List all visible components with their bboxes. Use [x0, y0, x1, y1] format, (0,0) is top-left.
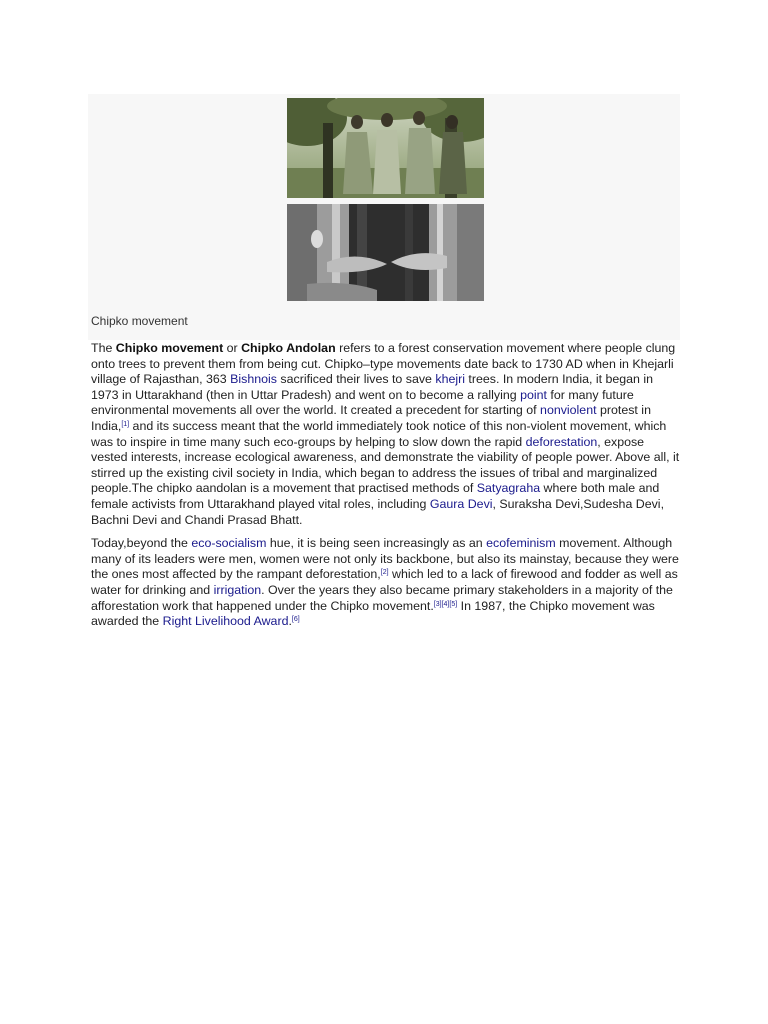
link-deforestation[interactable]: deforestation — [525, 434, 598, 449]
ref-6[interactable]: [6] — [291, 616, 300, 624]
article-body — [91, 341, 683, 638]
link-nonviolent[interactable]: nonviolent — [540, 403, 597, 418]
ref-5[interactable]: [5] — [449, 600, 458, 608]
term-chipko-movement: Chipko movement — [115, 341, 224, 355]
ref-2[interactable]: [2] — [380, 569, 389, 577]
link-ecofeminism[interactable]: ecofeminism — [486, 536, 556, 551]
ref-1[interactable]: [1] — [121, 420, 130, 428]
link-eco-socialism[interactable]: eco-socialism — [191, 536, 267, 551]
link-gaura-devi[interactable]: Gaura Devi — [429, 496, 493, 511]
link-irrigation[interactable]: irrigation — [213, 582, 262, 597]
term-chipko-andolan: Chipko Andolan — [241, 341, 336, 355]
ref-3[interactable]: [3] — [433, 600, 442, 608]
photo-women-hugging-trees-image — [287, 98, 484, 198]
link-satyagraha[interactable]: Satyagraha — [476, 481, 541, 496]
link-point[interactable]: point — [520, 387, 547, 402]
paragraph-intro: The Chipko movement or Chipko Andolan refers to a forest conservation movement where people clung onto trees to prevent them from being cut. Chipko–type movements date back to 1730 AD when in Khejarli village of Rajasthan, 363 Bishnois sacrificed their lives to save khejri trees. In modern India, it began in 1973 in Uttarakhand (then in Uttar Pradesh) and went on to become a rallying point for many future environmental movements all over the world. It created a precedent for starting of nonviolent protest in India,[1] and its success meant that the world immediately took notice of this non-violent movement, which was to inspire in time many such eco-groups by helping to slow down the rapid deforestation, expose vested interests, increase ecological awareness, and demonstrate the viability of people power. Above all, it stirred up the existing civil society in India, which began to address the issues of tribal and marginalized people.The chipko aandolan is a movement that practised methods of Satyagraha where both male and female activists from Uttarakhand played vital roles, including Gaura Devi, Suraksha Devi,Sudesha Devi, Bachni Devi and Chandi Prasad Bhatt. — [91, 341, 680, 527]
ref-4[interactable]: [4] — [441, 600, 450, 608]
photo-hands-embracing-tree-image — [287, 204, 484, 301]
link-khejri[interactable]: khejri — [435, 372, 465, 387]
photo-hands-embracing-tree[interactable] — [287, 204, 484, 301]
paragraph-ecofeminism: Today,beyond the eco-socialism hue, it is being seen increasingly as an ecofeminism movement. Although many of its leaders were men, women were not only its backbone, but also its mainstay, because they were the ones most affected by the rampant deforestation,[2] which led to a lack of firewood and fodder as well as water for drinking and irrigation. Over the years they also became primary stakeholders in a majority of the afforestation work that happened under the Chipko movement.[3][4][5] In 1987, the Chipko movement was awarded the Right Livelihood Award.[6] — [91, 536, 679, 629]
link-bishnois[interactable]: Bishnois — [230, 372, 277, 387]
figure-caption: Chipko movement — [91, 314, 188, 328]
photo-women-hugging-trees[interactable] — [287, 98, 484, 198]
link-right-livelihood-award[interactable]: Right Livelihood Award — [162, 614, 289, 629]
